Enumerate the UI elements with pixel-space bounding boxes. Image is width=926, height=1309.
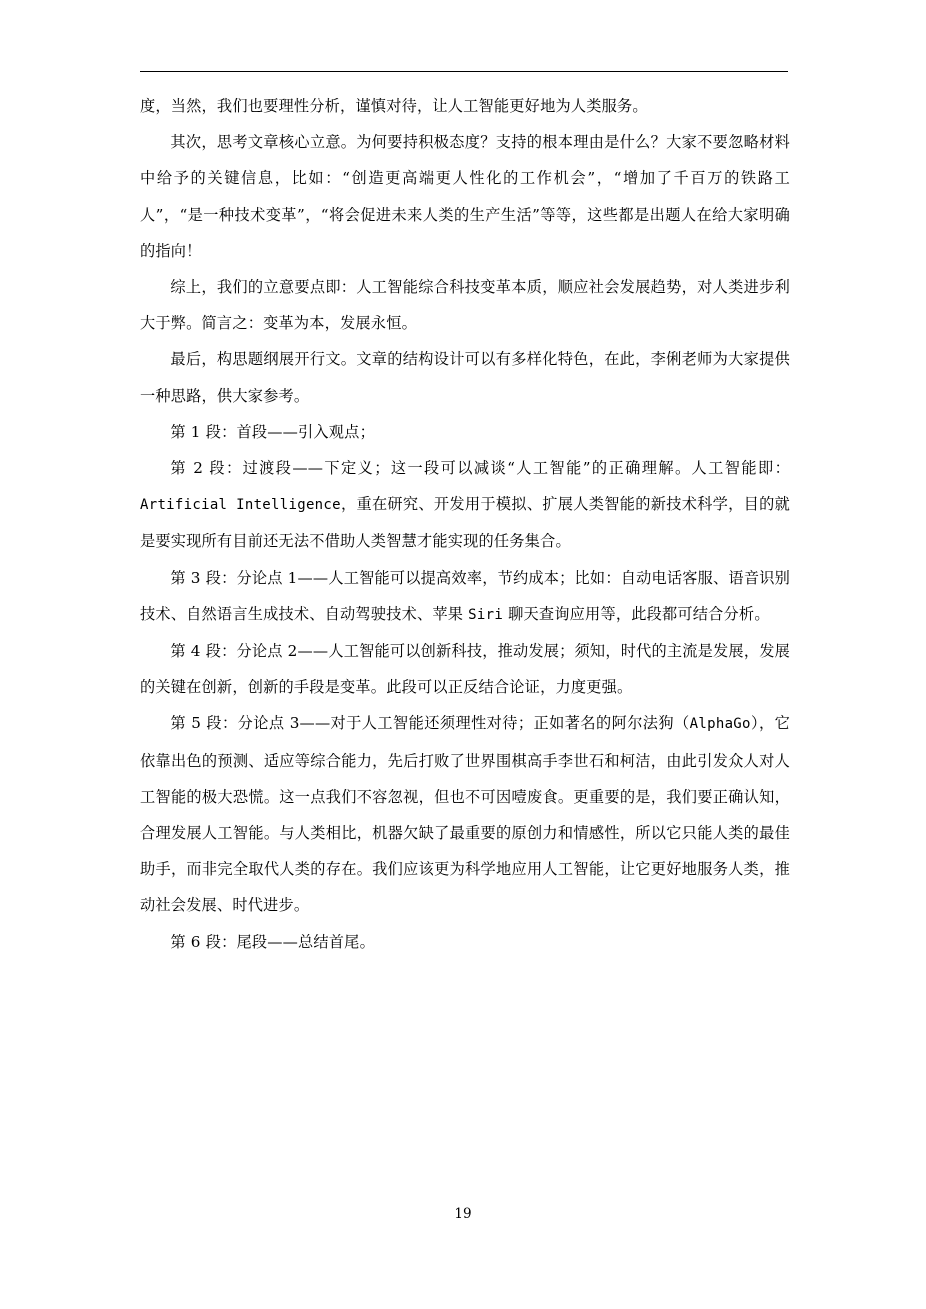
- header-divider: [140, 71, 788, 72]
- outline-item-2-term: Artificial Intelligence: [140, 497, 341, 514]
- outline-item-2-text-after: ，重在研究、开发用于模拟、扩展人类智能的新技术科学，目的就是要实现所有目前还无法不借助人类智慧才能实现的任务集合。: [140, 495, 790, 551]
- paragraph-9-outline-item-5: [140, 705, 790, 923]
- outline-item-3-text-after: 聊天查询应用等，此段都可结合分析。: [503, 604, 770, 623]
- paragraph-8-outline-item-4: 第 4 段：分论点 2——人工智能可以创新科技，推动发展；须知，时代的主流是发展，发展的关键在创新，创新的手段是变革。此段可以正反结合论证，力度更强。: [140, 642, 790, 697]
- paragraph-3: 综上，我们的立意要点即：人工智能综合科技变革本质，顺应社会发展趋势，对人类进步利大于弊。简言之：变革为本，发展永恒。: [140, 278, 790, 333]
- page-number: 19: [454, 1206, 472, 1222]
- paragraph-4: 最后，构思题纲展开行文。文章的结构设计可以有多样化特色，在此，李俐老师为大家提供一种思路，供大家参考。: [140, 350, 790, 405]
- paragraph-5-outline-item-1: 第 1 段：首段——引入观点；: [170, 422, 375, 441]
- outline-item-5-term: AlphaGo: [689, 716, 751, 733]
- paragraph-6-outline-item-2: [140, 450, 790, 560]
- outline-item-3-text-before: 第 3 段：分论点 1——人工智能可以提高效率，节约成本；比如：自动电话客服、语音识别技术、自然语言生成技术、自动驾驶技术、苹果: [140, 568, 790, 623]
- outline-item-3-term: Siri: [468, 606, 504, 623]
- paragraph-1: 度，当然，我们也要理性分析，谨慎对待，让人工智能更好地为人类服务。: [140, 97, 648, 115]
- paragraph-2: 其次，思考文章核心立意。为何要持积极态度？支持的根本理由是什么？大家不要忽略材料中给予的关键信息，比如：“创造更高端更人性化的工作机会”，“增加了千百万的铁路工人”，“是一种技术变革”，“将会促进未来人类的生产生活”等等，这些都是出题人在给大家明确的指向！: [140, 133, 790, 260]
- outline-item-5-text-after: ），它依靠出色的预测、适应等综合能力，先后打败了世界围棋高手李世石和柯洁，由此引发众人对人工智能的极大恐慌。这一点我们不容忽视，但也不可因噎废食。更重要的是，我们要正确认知，合理发展人工智能。与人类相比，机器欠缺了最重要的原创力和情感性，所以它只能人类的最佳助手，而非完全取代人类的存在。我们应该更为科学地应用人工智能，让它更好地服务人类，推动社会发展、时代进步。: [140, 714, 791, 915]
- outline-item-5-text-before: 第 5 段：分论点 3——对于人工智能还须理性对待；正如著名的阿尔法狗（: [170, 714, 690, 733]
- outline-item-2-text-before: 第 2 段：过渡段——下定义；这一段可以减谈“人工智能”的正确理解。人工智能即：: [170, 459, 790, 478]
- paragraph-10-outline-item-6: 第 6 段：尾段——总结首尾。: [170, 932, 375, 951]
- paragraph-7-outline-item-3: [140, 560, 790, 633]
- document-body: [140, 88, 790, 960]
